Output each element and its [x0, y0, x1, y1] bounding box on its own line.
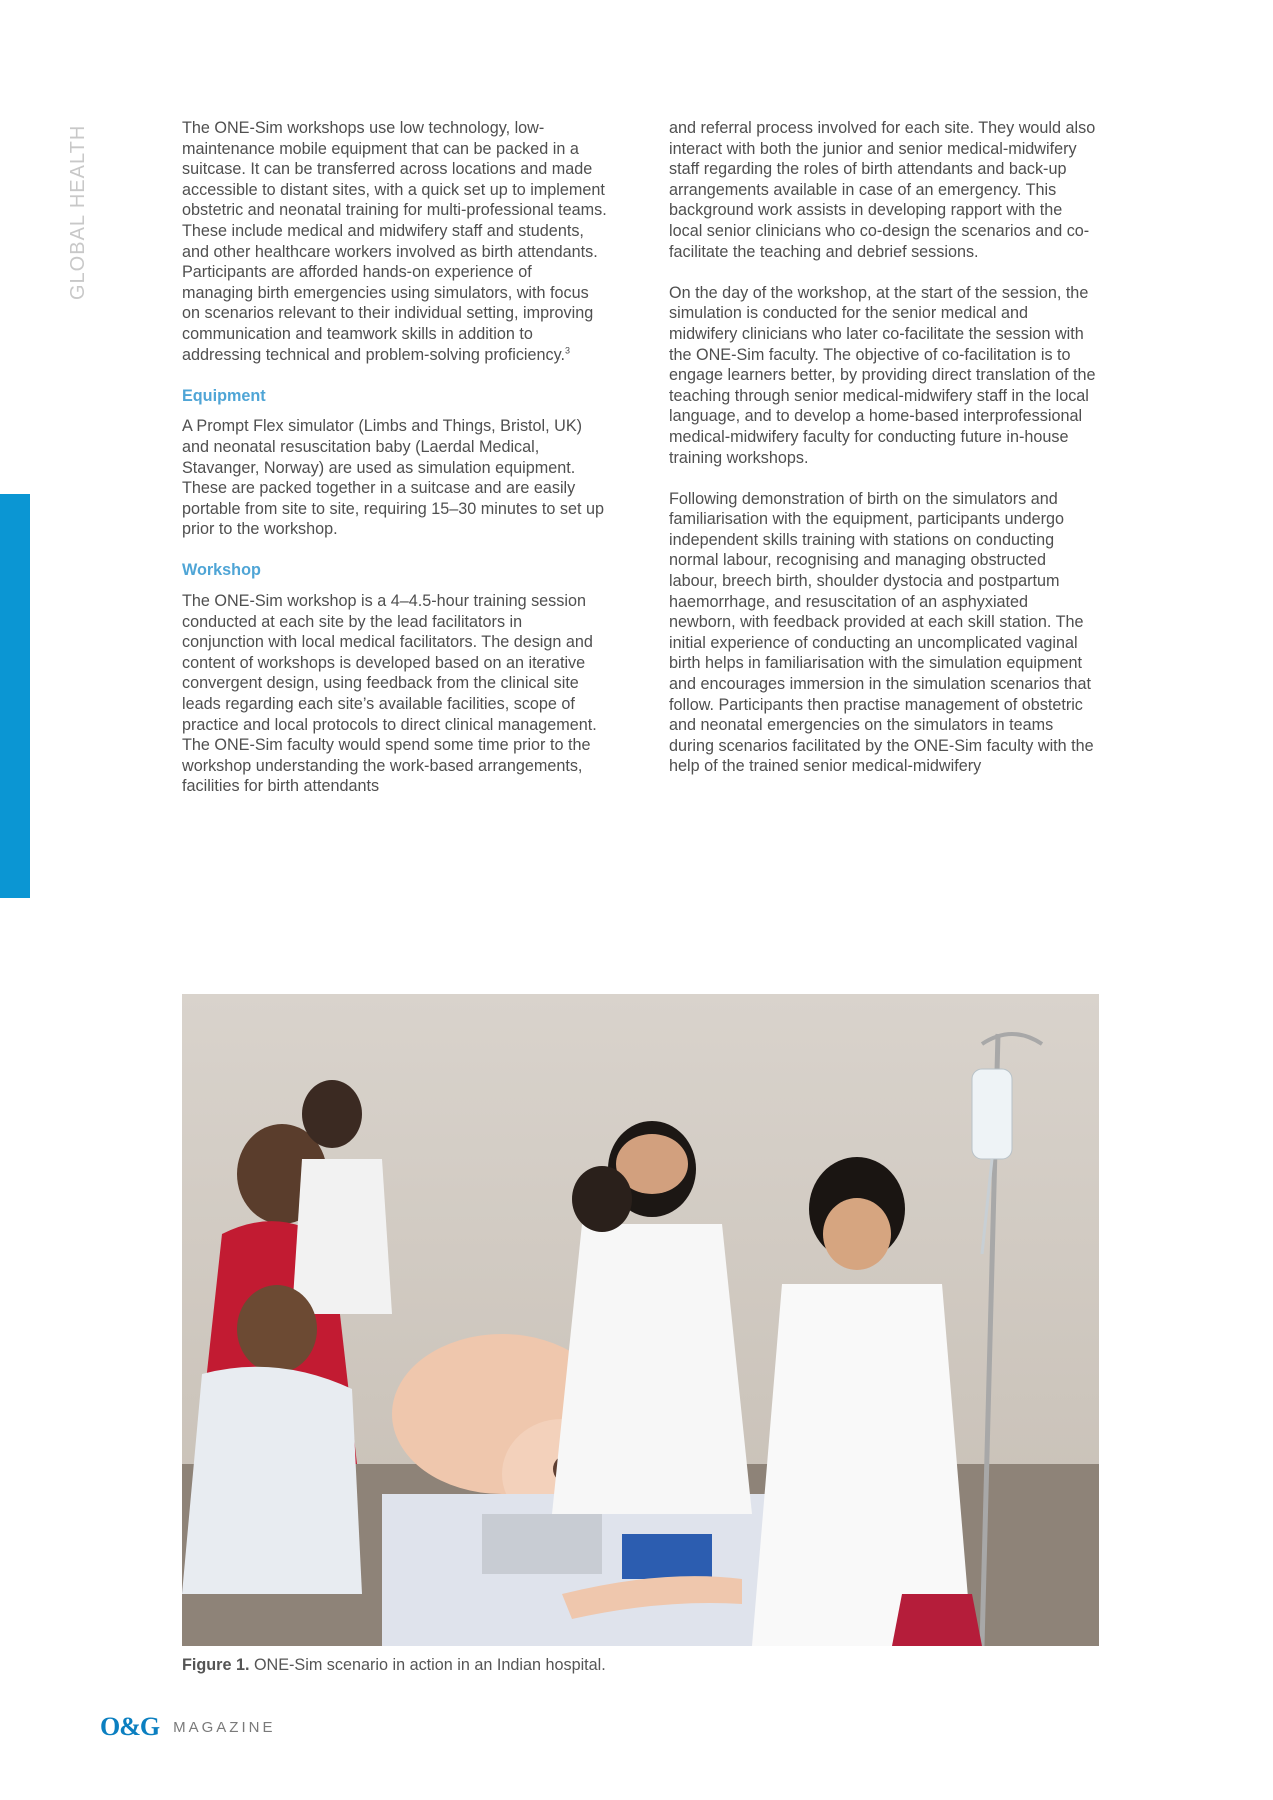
og-logo: O&G: [100, 1712, 160, 1741]
right-column: [669, 118, 1097, 798]
hospital-simulation-photo: [182, 994, 1099, 1646]
demonstration-paragraph: Following demonstration of birth on the simulators and familiarisation with the equipment, participants undergo independent skills training with stations on conducting normal labour, recognising and managing obstructed labour, breech birth, shoulder dystocia and postpartum haemorrhage, and resuscitation of an asphyxiated newborn, with feedback provided at each skill station. The initial experience of conducting an uncomplicated vaginal birth helps in familiarisation with the simulation equipment and encourages immersion in the simulation scenarios that follow. Participants then practise management of obstetric and neonatal emergencies on the simulators in teams during scenarios facilitated by the ONE-Sim faculty with the help of the trained senior medical-midwifery: [669, 489, 1094, 776]
figure-caption-text: ONE-Sim scenario in action in an Indian hospital.: [249, 1656, 606, 1674]
referral-paragraph: and referral process involved for each site. They would also interact with both the junior and senior medical-midwifery staff regarding the roles of birth attendants and back-up arrangements available in case of an emergency. This background work assists in developing rapport with the local senior clinicians who co-design the scenarios and co-facilitate the teaching and debrief sessions.: [669, 119, 1096, 261]
figure-label: Figure 1.: [182, 1656, 250, 1674]
accent-bar: [0, 494, 30, 898]
footer-logo: [100, 1714, 275, 1740]
reference-number: 3: [565, 345, 571, 356]
figure-photo: [182, 994, 1099, 1646]
figure-caption: [182, 1656, 606, 1675]
section-label: GLOBAL HEALTH: [67, 124, 89, 300]
magazine-label: MAGAZINE: [173, 1718, 276, 1736]
workshop-paragraph: The ONE-Sim workshop is a 4–4.5-hour training session conducted at each site by the lead facilitators in conjunction with local medical facilitators. The design and content of workshops is developed based on an iterative convergent design, using feedback from the clinical site leads regarding each site’s available facilities, scope of practice and local protocols to direct clinical management. The ONE-Sim faculty would spend some time prior to the workshop understanding the work-based arrangements, facilities for birth attendants: [182, 592, 597, 796]
left-column: [182, 118, 607, 818]
intro-text: The ONE-Sim workshops use low technology, low-maintenance mobile equipment that can be packed in a suitcase. It can be transferred across locations and made accessible to distant sites, with a quick set up to implement obstetric and neonatal training for multi-professional teams. These include medical and midwifery staff and students, and other healthcare workers involved as birth attendants. Participants are afforded hands-on experience of managing birth emergencies using simulators, with focus on scenarios relevant to their individual setting, improving communication and teamwork skills in addition to addressing technical and problem-solving proficiency.: [182, 119, 607, 364]
intro-paragraph: [182, 118, 607, 365]
equipment-heading: Equipment: [182, 386, 266, 405]
equipment-paragraph: A Prompt Flex simulator (Limbs and Things, Bristol, UK) and neonatal resuscitation baby (Laerdal Medical, Stavanger, Norway) are used as simulation equipment. These are packed together in a suitcase and are easily portable from site to site, requiring 15–30 minutes to set up prior to the workshop.: [182, 417, 605, 539]
workshop-heading: Workshop: [182, 561, 261, 580]
workshop-day-paragraph: On the day of the workshop, at the start of the session, the simulation is conducted for the senior medical and midwifery clinicians who later co-facilitate the session with the ONE-Sim faculty. The objective of co-facilitation is to engage learners better, by providing direct translation of the teaching through senior medical-midwifery staff in the local language, and to develop a home-based interprofessional medical-midwifery faculty for conducting future in-house training workshops.: [669, 283, 1096, 467]
